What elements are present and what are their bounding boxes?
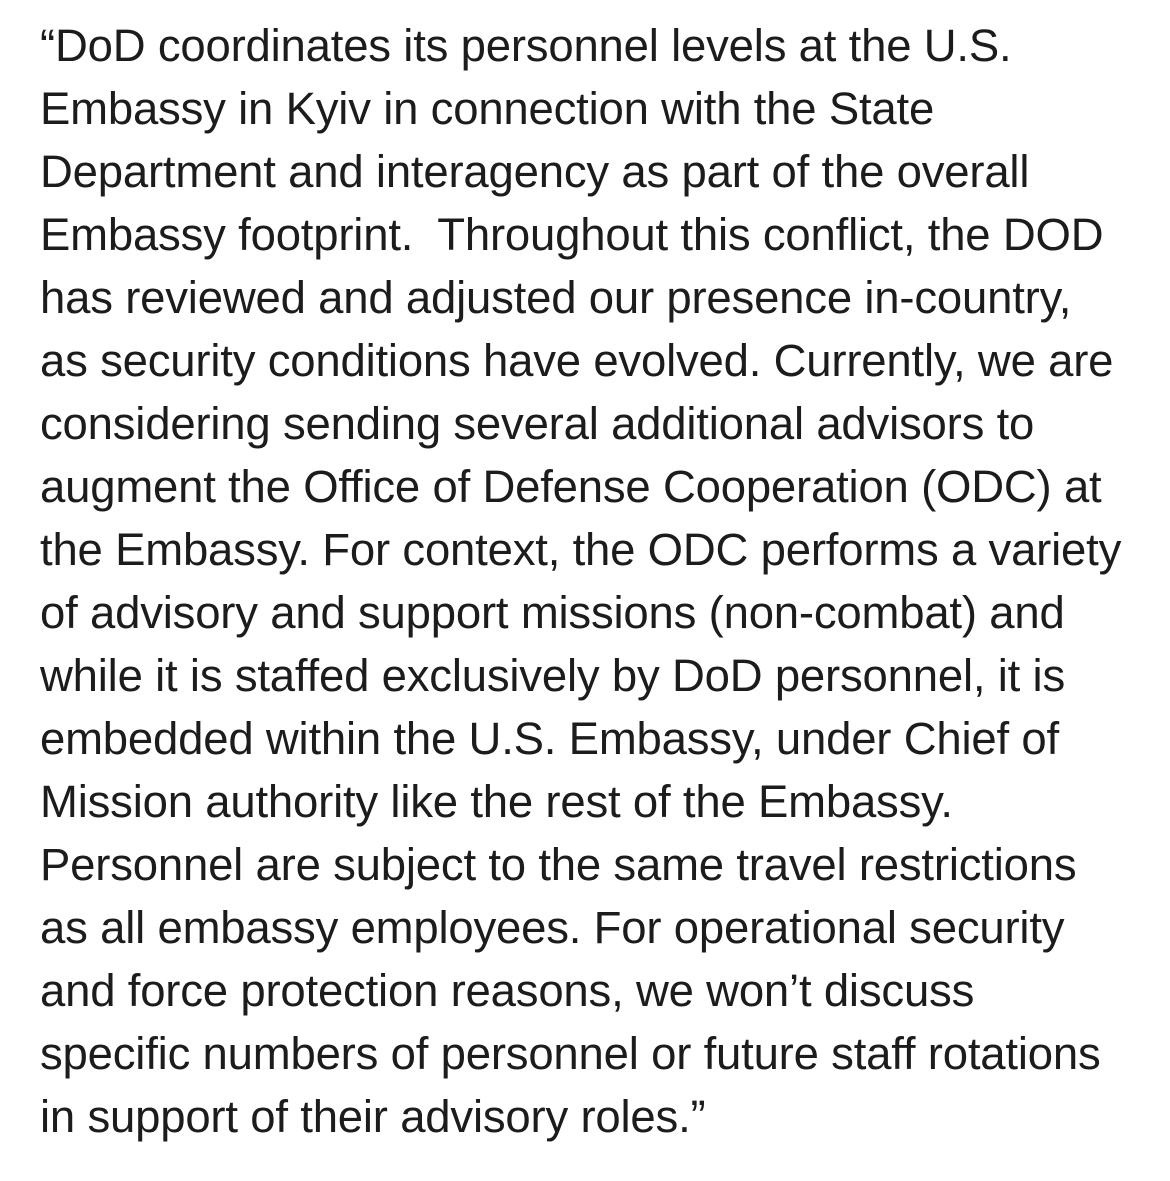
quote-block xyxy=(40,14,1134,1148)
quote-paragraph: “DoD coordinates its personnel levels at the U.S. Embassy in Kyiv in connection with the State Department and interagency as part of the overall Embassy footprint. Throughout this conflict, the DOD has reviewed and adjusted our presence in-country, as security conditions have evolved. Currently, we are considering sending several additional advisors to augment the Office of Defense Cooperation (ODC) at the Embassy. For context, the ODC performs a variety of advisory and support missions (non-combat) and while it is staffed exclusively by DoD personnel, it is embedded within the U.S. Embassy, under Chief of Mission authority like the rest of the Embassy. Personnel are subject to the same travel restrictions as all embassy employees. For operational security and force protection reasons, we won’t discuss specific numbers of personnel or future staff rotations in support of their advisory roles.” xyxy=(40,20,1134,1142)
